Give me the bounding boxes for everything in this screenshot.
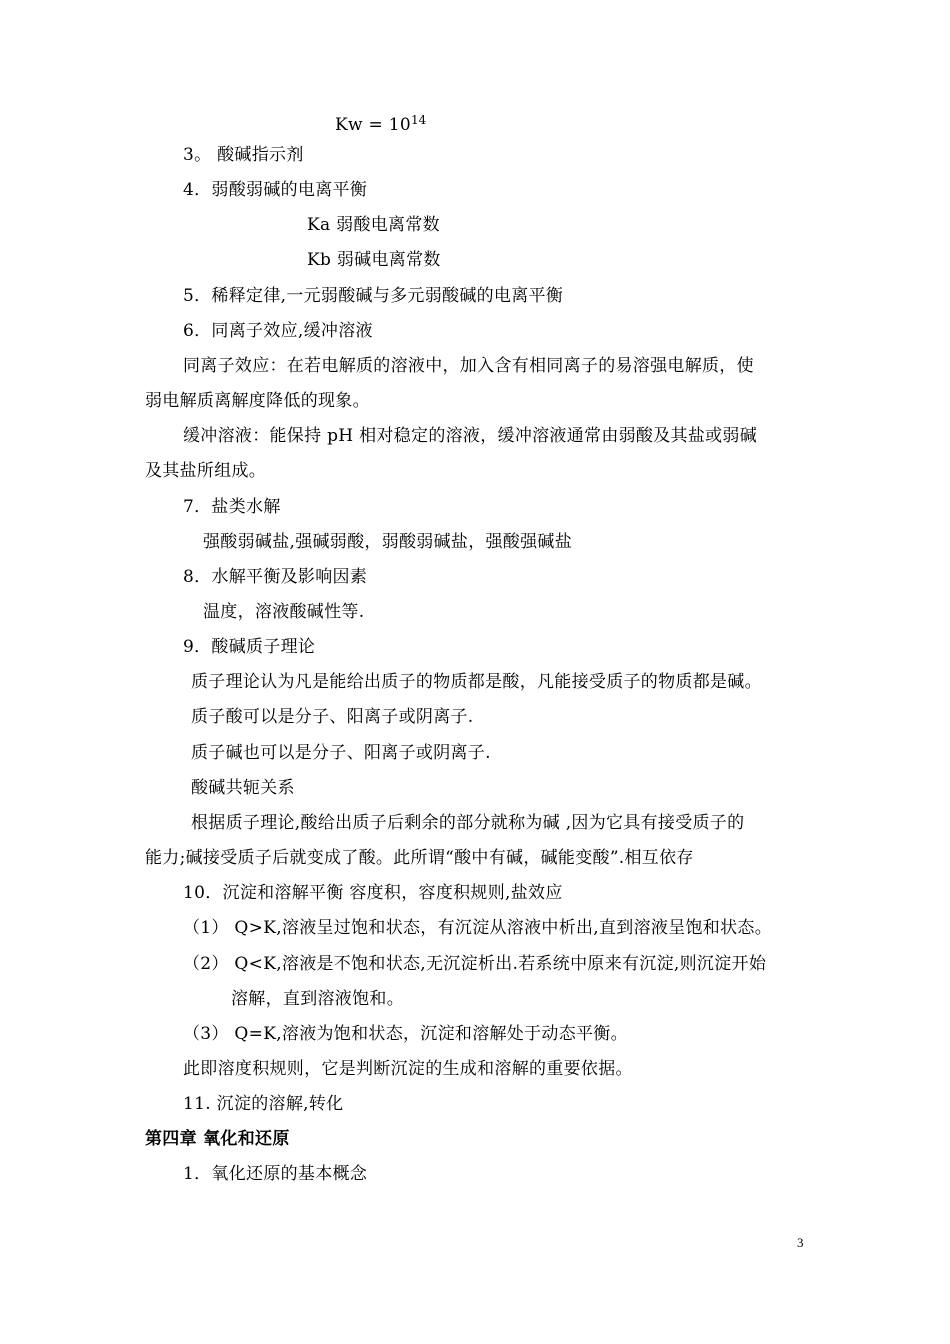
item-10-precipitation-equilibrium: 10．沉淀和溶解平衡 容度积，容度积规则,盐效应: [183, 883, 563, 903]
conjugate-relation-text-2: 能力;碱接受质子后就变成了酸。此所谓“酸中有碱，碱能变酸”.相互依存: [145, 848, 694, 868]
common-ion-effect-text-2: 弱电解质离解度降低的现象。: [145, 391, 370, 411]
item-3-acid-base-indicator: 3。 酸碱指示剂: [183, 145, 304, 165]
rule-1-supersaturated: （1） Q>K,溶液呈过饱和状态，有沉淀从溶液中析出,直到溶液呈饱和状态。: [183, 918, 773, 938]
buffer-solution-text-2: 及其盐所组成。: [145, 461, 267, 481]
item-9-proton-theory: 9．酸碱质子理论: [183, 637, 316, 657]
conjugate-relation-heading: 酸碱共轭关系: [191, 778, 295, 798]
rule-2-unsaturated: （2） Q<K,溶液是不饱和状态,无沉淀析出.若系统中原来有沉淀,则沉淀开始: [183, 954, 767, 974]
ka-definition: Ka 弱酸电离常数: [307, 215, 440, 235]
proton-theory-definition: 质子理论认为凡是能给出质子的物质都是酸，凡能接受质子的物质都是碱。: [191, 672, 762, 692]
hydrolysis-factors-text: 温度，溶液酸碱性等.: [203, 602, 365, 622]
item-6-common-ion-buffer: 6．同离子效应,缓冲溶液: [183, 321, 373, 341]
item-7-salt-hydrolysis: 7．盐类水解: [183, 497, 281, 517]
conjugate-relation-text-1: 根据质子理论,酸给出质子后剩余的部分就称为碱 ,因为它具有接受质子的: [191, 813, 745, 833]
proton-acid-text: 质子酸可以是分子、阳离子或阴离子.: [191, 707, 474, 727]
kw-formula: [335, 108, 426, 137]
rule-3-saturated: （3） Q=K,溶液为饱和状态，沉淀和溶解处于动态平衡。: [183, 1024, 628, 1044]
item-4-weak-acid-base-ionization: 4．弱酸弱碱的电离平衡: [183, 180, 368, 200]
kb-definition: Kb 弱碱电离常数: [307, 250, 441, 270]
kw-formula-exponent: 14: [411, 113, 427, 127]
page-number: 3: [797, 1235, 804, 1250]
rule-2-unsaturated-cont: 溶解，直到溶液饱和。: [231, 989, 404, 1009]
common-ion-effect-text-1: 同离子效应：在若电解质的溶液中，加入含有相同离子的易溶强电解质，使: [183, 356, 754, 376]
chapter-4-item-1: 1．氧化还原的基本概念: [183, 1164, 368, 1184]
chapter-4-heading: 第四章 氧化和还原: [145, 1129, 290, 1149]
item-5-dilution-law: 5．稀释定律,一元弱酸碱与多元弱酸碱的电离平衡: [183, 286, 564, 306]
buffer-solution-text-1: 缓冲溶液：能保持 pH 相对稳定的溶液，缓冲溶液通常由弱酸及其盐或弱碱: [183, 426, 758, 446]
solubility-product-rule-text: 此即溶度积规则，它是判断沉淀的生成和溶解的重要依据。: [183, 1059, 633, 1079]
kw-formula-base: Kw = 10: [335, 115, 412, 135]
proton-base-text: 质子碱也可以是分子、阳离子或阴离子.: [191, 743, 491, 763]
salt-types-text: 强酸弱碱盐,强碱弱酸，弱酸弱碱盐，强酸强碱盐: [203, 532, 573, 552]
item-8-hydrolysis-equilibrium: 8．水解平衡及影响因素: [183, 567, 368, 587]
item-11-dissolution-conversion: 11. 沉淀的溶解,转化: [183, 1094, 344, 1114]
